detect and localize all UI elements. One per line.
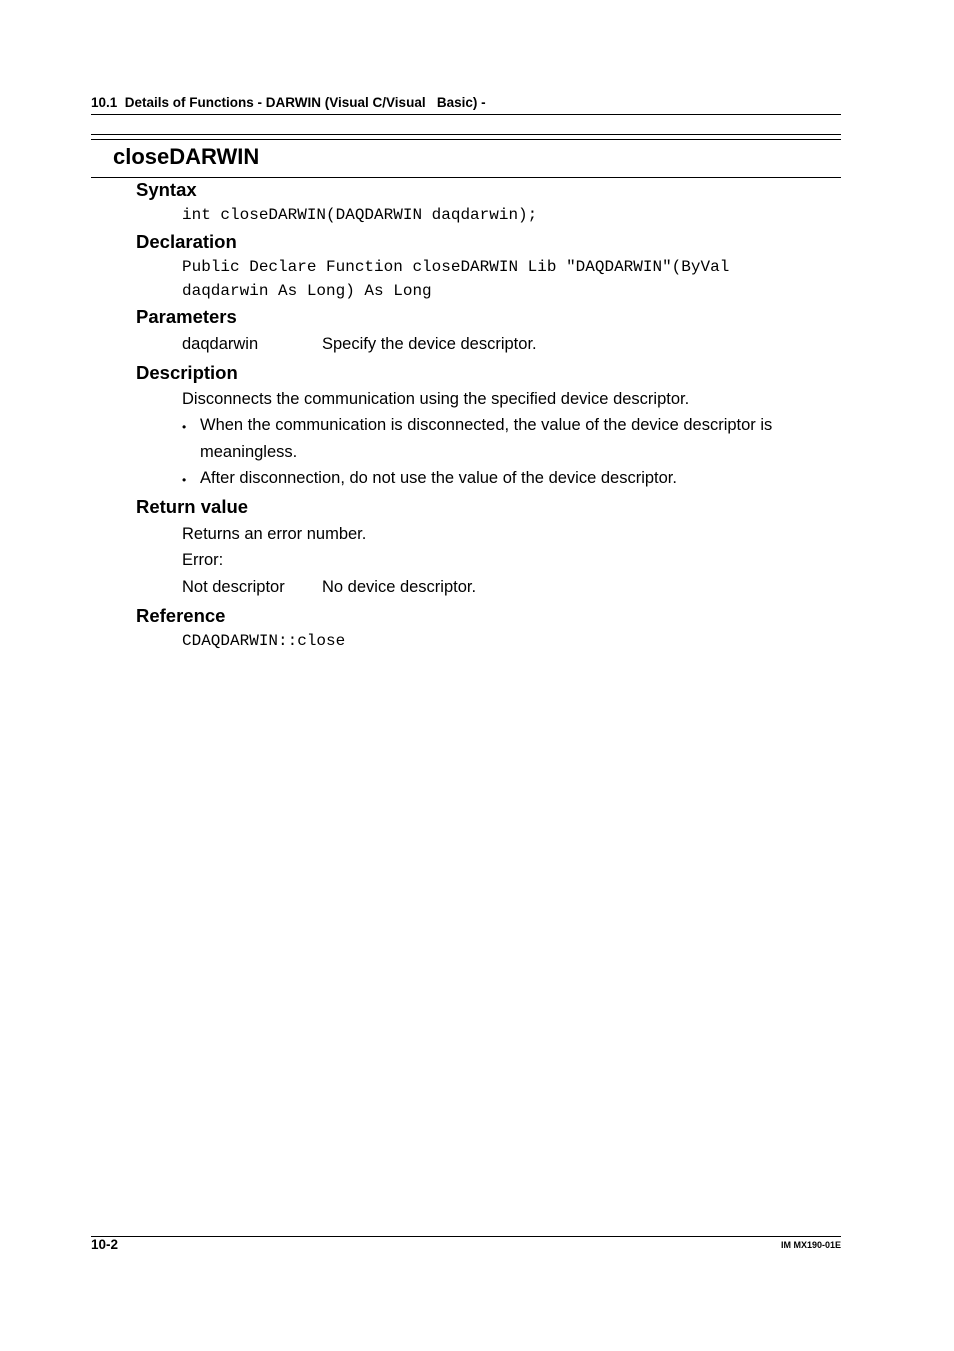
title-rule-top-2	[91, 139, 841, 140]
parameter-description: Specify the device descriptor.	[322, 335, 537, 353]
title-rule-top-1	[91, 134, 841, 135]
page-number: 10-2	[91, 1237, 119, 1252]
description-heading: Description	[136, 362, 238, 383]
header-rule	[91, 114, 841, 115]
return-value-text: Returns an error number.	[182, 525, 367, 543]
description-intro: Disconnects the communication using the specified device descriptor.	[182, 390, 690, 408]
error-name: Not descriptor	[182, 578, 285, 596]
title-rule-bottom	[91, 177, 841, 178]
running-header: 10.1 Details of Functions - DARWIN (Visual C/Visual Basic) -	[91, 95, 486, 110]
parameters-heading: Parameters	[136, 306, 237, 327]
description-bullet-1-line-1: When the communication is disconnected, the value of the device descriptor is	[200, 416, 773, 434]
error-description: No device descriptor.	[322, 578, 477, 596]
document-id: IM MX190-01E	[780, 1240, 841, 1250]
function-title: closeDARWIN	[113, 144, 260, 169]
description-bullet-1-line-2: meaningless.	[200, 443, 298, 461]
reference-code: CDAQDARWIN::close	[182, 632, 346, 650]
footer-rule	[91, 1236, 841, 1237]
reference-heading: Reference	[136, 605, 226, 626]
bullet-mark: •	[182, 473, 187, 487]
return-value-heading: Return value	[136, 496, 249, 517]
error-label: Error:	[182, 551, 224, 569]
declaration-line-1: Public Declare Function closeDARWIN Lib "DAQDARWIN"(ByVal	[182, 258, 730, 276]
syntax-code: int closeDARWIN(DAQDARWIN daqdarwin);	[182, 206, 538, 224]
description-bullet-2: After disconnection, do not use the value of the device descriptor.	[200, 469, 677, 487]
bullet-mark: •	[182, 420, 187, 434]
parameter-name: daqdarwin	[182, 335, 259, 353]
declaration-line-2: daqdarwin As Long) As Long	[182, 282, 432, 300]
syntax-heading: Syntax	[136, 179, 197, 200]
declaration-heading: Declaration	[136, 231, 237, 252]
